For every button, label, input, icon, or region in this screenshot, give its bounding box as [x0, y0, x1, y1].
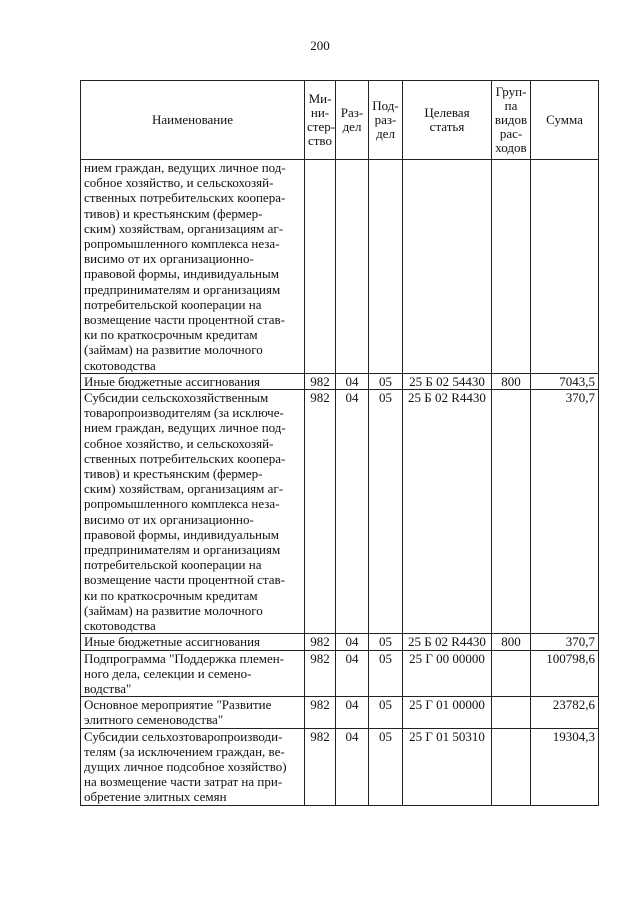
header-article: Целевая статья: [403, 81, 492, 160]
row-name: нием граждан, ведущих личное под- собное хозяйство, и сельскохозяй- ственных потребительских коопера- тивов) и крестьянским (фермер- ским) хозяйствам, организациям аг- ропромышленного комплекса неза- висимо от их организационно- правовой формы, индивидуальным предпринимателям и организациям потребительской кооперации на возмещение части процентной став- ки по краткосрочным кредитам (займам) на развитие молочного скотоводства: [81, 160, 305, 374]
table-row: [81, 373, 599, 389]
page-number: 200: [310, 38, 330, 53]
row-podrazdel: 05: [369, 634, 403, 650]
row-name: Иные бюджетные ассигнования: [81, 634, 305, 650]
row-ministry: [305, 160, 336, 374]
row-podrazdel: [369, 160, 403, 374]
row-article: [403, 160, 492, 374]
row-sum: 19304,3: [531, 728, 599, 805]
row-podrazdel: 05: [369, 728, 403, 805]
row-ministry: 982: [305, 373, 336, 389]
row-article: 25 Г 00 00000: [403, 650, 492, 697]
row-group: [492, 390, 531, 634]
row-sum: 370,7: [531, 390, 599, 634]
row-sum: 100798,6: [531, 650, 599, 697]
row-ministry: 982: [305, 650, 336, 697]
header-razdel: Раз- дел: [336, 81, 369, 160]
row-name: Субсидии сельхозтоваропроизводи- телям (за исключением граждан, ве- дущих личное подсобное хозяйство) на возмещение части затрат на при- обретение элитных семян: [81, 728, 305, 805]
row-ministry: 982: [305, 728, 336, 805]
row-ministry: 982: [305, 390, 336, 634]
row-group: [492, 160, 531, 374]
header-row: [81, 81, 599, 160]
row-name: Подпрограмма "Поддержка племен- ного дела, селекции и семено- водства": [81, 650, 305, 697]
row-group: 800: [492, 373, 531, 389]
table-row: [81, 650, 599, 697]
row-sum: 370,7: [531, 634, 599, 650]
row-article: 25 Г 01 50310: [403, 728, 492, 805]
row-name: Иные бюджетные ассигнования: [81, 373, 305, 389]
row-razdel: 04: [336, 373, 369, 389]
row-sum: 7043,5: [531, 373, 599, 389]
row-podrazdel: 05: [369, 373, 403, 389]
row-article: 25 Б 02 R4430: [403, 634, 492, 650]
table-row: [81, 390, 599, 634]
row-article: 25 Г 01 00000: [403, 697, 492, 728]
row-name: Основное мероприятие "Развитие элитного семеноводства": [81, 697, 305, 728]
row-razdel: 04: [336, 634, 369, 650]
row-sum: [531, 160, 599, 374]
row-ministry: 982: [305, 697, 336, 728]
table-row: [81, 160, 599, 374]
table-row: [81, 697, 599, 728]
row-podrazdel: 05: [369, 697, 403, 728]
row-article: 25 Б 02 R4430: [403, 390, 492, 634]
row-name: Субсидии сельскохозяйственным товаропроизводителям (за исключе- нием граждан, ведущих личное под- собное хозяйство, и сельскохозяй- ственных потребительских коопера- тивов) и крестьянским (фермер- ским) хозяйствам, организациям аг- ропромышленного комплекса неза- висимо от их организационно- правовой формы, индивидуальным предпринимателям и организациям потребительской кооперации на возмещение части процентной став- ки по краткосрочным кредитам (займам) на развитие молочного скотоводства: [81, 390, 305, 634]
row-razdel: 04: [336, 728, 369, 805]
table-row: [81, 728, 599, 805]
row-razdel: 04: [336, 650, 369, 697]
table-row: [81, 634, 599, 650]
row-razdel: 04: [336, 697, 369, 728]
row-sum: 23782,6: [531, 697, 599, 728]
row-podrazdel: 05: [369, 650, 403, 697]
row-ministry: 982: [305, 634, 336, 650]
header-name: Наименование: [81, 81, 305, 160]
header-group: Груп- па видов рас- ходов: [492, 81, 531, 160]
header-podrazdel: Под- раз- дел: [369, 81, 403, 160]
row-podrazdel: 05: [369, 390, 403, 634]
header-ministry: Ми- ни- стер- ство: [305, 81, 336, 160]
header-sum: Сумма: [531, 81, 599, 160]
row-group: 800: [492, 634, 531, 650]
row-group: [492, 650, 531, 697]
row-razdel: [336, 160, 369, 374]
row-group: [492, 728, 531, 805]
row-razdel: 04: [336, 390, 369, 634]
row-article: 25 Б 02 54430: [403, 373, 492, 389]
row-group: [492, 697, 531, 728]
budget-table: [80, 80, 599, 806]
